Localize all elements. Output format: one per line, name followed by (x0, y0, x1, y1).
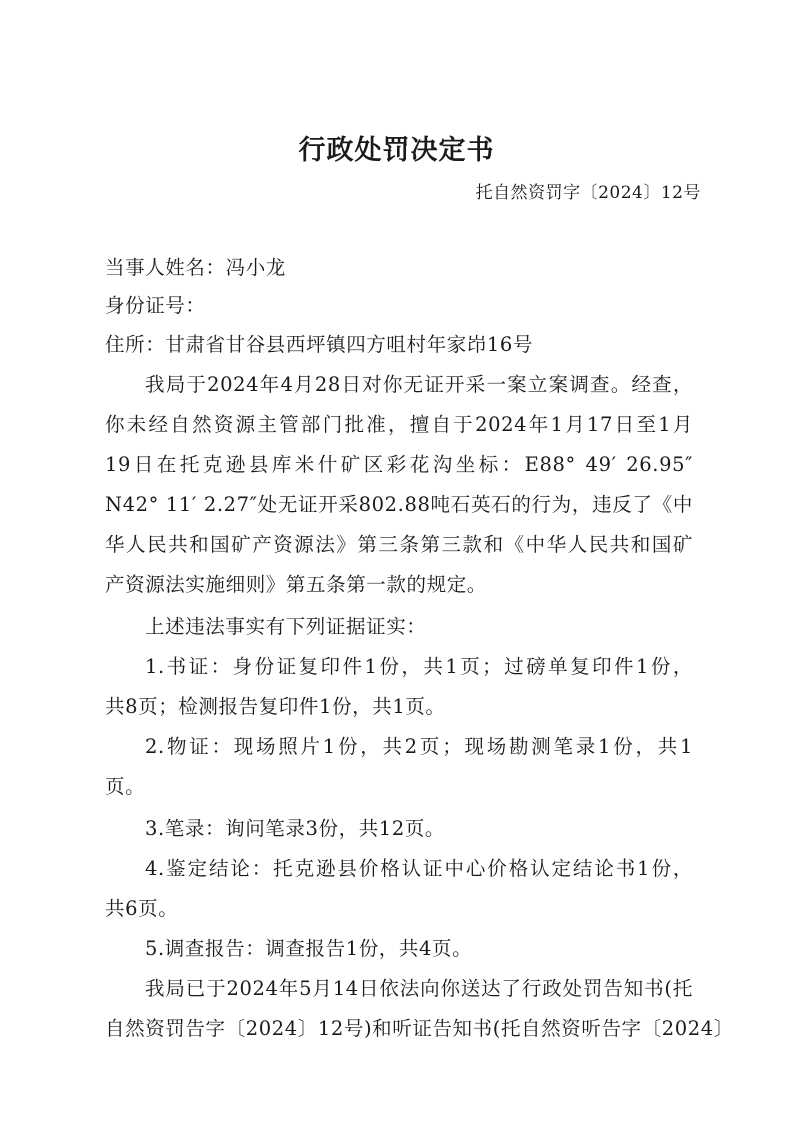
paragraph-line: 你未经自然资源主管部门批准，擅自于2024年1月17日至1月 (105, 413, 693, 436)
paragraph-line: 19日在托克逊县库米什矿区彩花沟坐标：E88° 49′ 26.95″ (105, 453, 693, 476)
evidence-item-4-cont: 共6页。 (105, 897, 179, 920)
paragraph-line: N42° 11′ 2.27″处无证开采802.88吨石英石的行为，违反了《中 (105, 493, 693, 516)
paragraph-line: 自然资罚告字〔2024〕12号)和听证告知书(托自然资听告字〔2024〕 (105, 1017, 734, 1040)
paragraph-line: 产资源法实施细则》第五条第一款的规定。 (105, 573, 487, 596)
evidence-item-3: 3.笔录：询问笔录3份，共12页。 (145, 817, 446, 840)
evidence-item-4: 4.鉴定结论：托克逊县价格认证中心价格认定结论书1份， (145, 857, 693, 880)
evidence-item-2-cont: 页。 (105, 775, 146, 798)
paragraph-line: 我局于2024年4月28日对你无证开采一案立案调查。经查， (145, 373, 693, 396)
evidence-item-1: 1.书证：身份证复印件1份，共1页；过磅单复印件1份， (145, 655, 693, 678)
evidence-item-5: 5.调查报告：调查报告1份，共4页。 (145, 937, 473, 960)
address-line: 住所：甘肃省甘谷县西坪镇四方咀村年家岇16号 (105, 333, 534, 356)
evidence-intro: 上述违法事实有下列证据证实： (145, 615, 427, 638)
paragraph-line: 我局已于2024年5月14日依法向你送达了行政处罚告知书(托 (145, 977, 693, 1000)
document-title: 行政处罚决定书 (298, 135, 495, 166)
document-number: 托自然资罚字〔2024〕12号 (475, 183, 701, 203)
id-number-line: 身份证号： (105, 294, 206, 317)
party-name-line: 当事人姓名：冯小龙 (105, 256, 286, 279)
paragraph-line: 华人民共和国矿产资源法》第三条第三款和《中华人民共和国矿 (105, 533, 693, 556)
evidence-item-2: 2.物证：现场照片1份，共2页；现场勘测笔录1份，共1 (145, 735, 693, 758)
evidence-item-1-cont: 共8页；检测报告复印件1份，共1页。 (105, 695, 446, 718)
